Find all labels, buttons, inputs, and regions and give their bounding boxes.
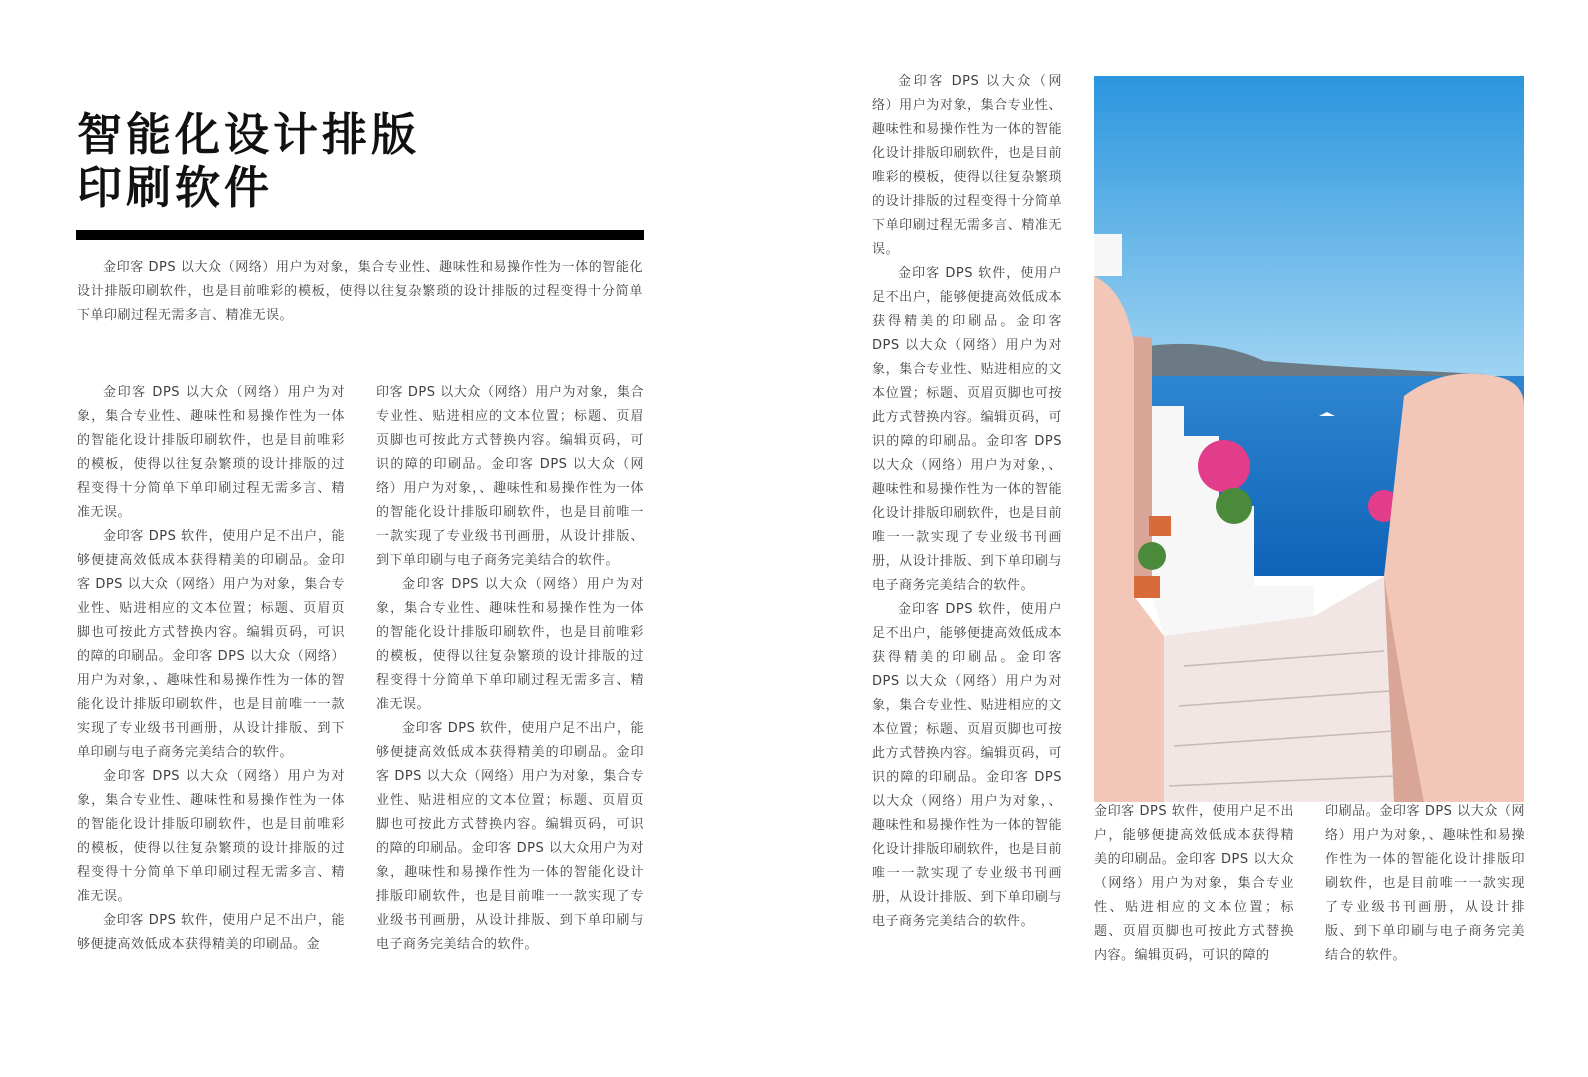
right-column-1 bbox=[872, 70, 1062, 934]
plant-1 bbox=[1138, 542, 1166, 570]
col2-paragraph-1: 金印客 DPS 以大众（网络）用户为对象，集合专业性、趣味性和易操作性为一体的智能化设计排版印刷软件，也是目前唯彩的模板，使得以往复杂繁琐的设计排版的过程变得十分简单下单印刷过程无需多言、精准无误。 bbox=[376, 577, 644, 712]
right-column-2 bbox=[1094, 800, 1294, 968]
photo-illustration bbox=[1094, 76, 1524, 802]
title-line-1: 智能化设计排版 bbox=[77, 108, 421, 161]
right-column-3 bbox=[1325, 800, 1525, 968]
col1-paragraph-3: 金印客 DPS 以大众（网络）用户为对象，集合专业性、趣味性和易操作性为一体的智能化设计排版印刷软件，也是目前唯彩的模板，使得以往复杂繁琐的设计排版的过程变得十分简单下单印刷过程无需多言、精准无误。 bbox=[77, 769, 345, 904]
flower-pot-2 bbox=[1134, 576, 1160, 598]
intro-paragraph bbox=[77, 256, 643, 328]
bougainvillea-left bbox=[1198, 440, 1250, 492]
col3-paragraph-3: 金印客 DPS 软件，使用户足不出户，能够便捷高效低成本获得精美的印刷品。金印客 DPS 以大众（网络）用户为对象，集合专业性、贴进相应的文本位置；标题、页眉页脚也可按此方式替换内容。编辑页码，可识的障的印刷品。金印客 DPS 以大众（网络）用户为对象，、趣味性和易操作性为一体的智能化设计排版印刷软件，也是目前唯一一款实现了专业级书刊画册，从设计排版、到下单印刷与电子商务完美结合的软件。 bbox=[872, 602, 1062, 929]
col1-paragraph-2: 金印客 DPS 软件，使用户足不出户，能够便捷高效低成本获得精美的印刷品。金印客 DPS 以大众（网络）用户为对象，集合专业性、贴进相应的文本位置；标题、页眉页脚也可按此方式替换内容。编辑页码，可识的障的印刷品。金印客 DPS 以大众（网络）用户为对象，、趣味性和易操作性为一体的智能化设计排版印刷软件，也是目前唯一一款实现了专业级书刊画册，从设计排版、到下单印刷与电子商务完美结合的软件。 bbox=[77, 529, 345, 760]
leaves-left bbox=[1216, 488, 1252, 524]
flower-pot-1 bbox=[1149, 516, 1171, 536]
sky bbox=[1094, 76, 1524, 376]
title-line-2: 印刷软件 bbox=[77, 161, 274, 214]
col5-text: 印刷品。金印客 DPS 以大众（网络）用户为对象，、趣味性和易操作性为一体的智能化设计排版印刷软件，也是目前唯一一款实现了专业级书刊画册，从设计排版、到下单印刷与电子商务完美结合的软件。 bbox=[1325, 804, 1525, 963]
left-column-1 bbox=[77, 381, 345, 957]
col1-paragraph-1: 金印客 DPS 以大众（网络）用户为对象，集合专业性、趣味性和易操作性为一体的智能化设计排版印刷软件，也是目前唯彩的模板，使得以往复杂繁琐的设计排版的过程变得十分简单下单印刷过程无需多言、精准无误。 bbox=[77, 385, 345, 520]
page-title bbox=[77, 108, 637, 214]
col3-paragraph-2: 金印客 DPS 软件，使用户足不出户，能够便捷高效低成本获得精美的印刷品。金印客 DPS 以大众（网络）用户为对象，集合专业性、贴进相应的文本位置；标题、页眉页脚也可按此方式替换内容。编辑页码，可识的障的印刷品。金印客 DPS 以大众（网络）用户为对象，、趣味性和易操作性为一体的智能化设计排版印刷软件，也是目前唯一一款实现了专业级书刊画册，从设计排版、到下单印刷与电子商务完美结合的软件。 bbox=[872, 266, 1062, 593]
col4-text: 金印客 DPS 软件，使用户足不出户，能够便捷高效低成本获得精美的印刷品。金印客 DPS 以大众（网络）用户为对象，集合专业性、贴进相应的文本位置；标题、页眉页脚也可按此方式替换内容。编辑页码，可识的障的 bbox=[1094, 804, 1294, 963]
col3-paragraph-1: 金印客 DPS 以大众（网络）用户为对象，集合专业性、趣味性和易操作性为一体的智能化设计排版印刷软件，也是目前唯彩的模板，使得以往复杂繁琐的设计排版的过程变得十分简单下单印刷过程无需多言、精准无误。 bbox=[872, 74, 1062, 257]
col2-continuation: 印客 DPS 以大众（网络）用户为对象，集合专业性、贴进相应的文本位置；标题、页眉页脚也可按此方式替换内容。编辑页码，可识的障的印刷品。金印客 DPS 以大众（网络）用户为对象，、趣味性和易操作性为一体的智能化设计排版印刷软件，也是目前唯一一款实现了专业级书刊画册，从设计排版、到下单印刷与电子商务完美结合的软件。 bbox=[376, 385, 644, 568]
col2-paragraph-2: 金印客 DPS 软件，使用户足不出户，能够便捷高效低成本获得精美的印刷品。金印客 DPS 以大众（网络）用户为对象，集合专业性、贴进相应的文本位置；标题、页眉页脚也可按此方式替换内容。编辑页码，可识的障的印刷品。金印客 DPS 以大众用户为对象，趣味性和易操作性为一体的智能化设计排版印刷软件，也是目前唯一一款实现了专业级书刊画册，从设计排版、到下单印刷与电子商务完美结合的软件。 bbox=[376, 721, 644, 952]
title-underline-bar bbox=[76, 230, 644, 240]
intro-text: 金印客 DPS 以大众（网络）用户为对象，集合专业性、趣味性和易操作性为一体的智能化设计排版印刷软件，也是目前唯彩的模板，使得以往复杂繁琐的设计排版的过程变得十分简单下单印刷过程无需多言、精准无误。 bbox=[77, 260, 643, 323]
santorini-photo bbox=[1094, 76, 1524, 802]
left-column-2 bbox=[376, 381, 644, 957]
balcony-rail bbox=[1094, 234, 1122, 276]
col1-paragraph-4: 金印客 DPS 软件，使用户足不出户，能够便捷高效低成本获得精美的印刷品。金 bbox=[77, 913, 345, 952]
